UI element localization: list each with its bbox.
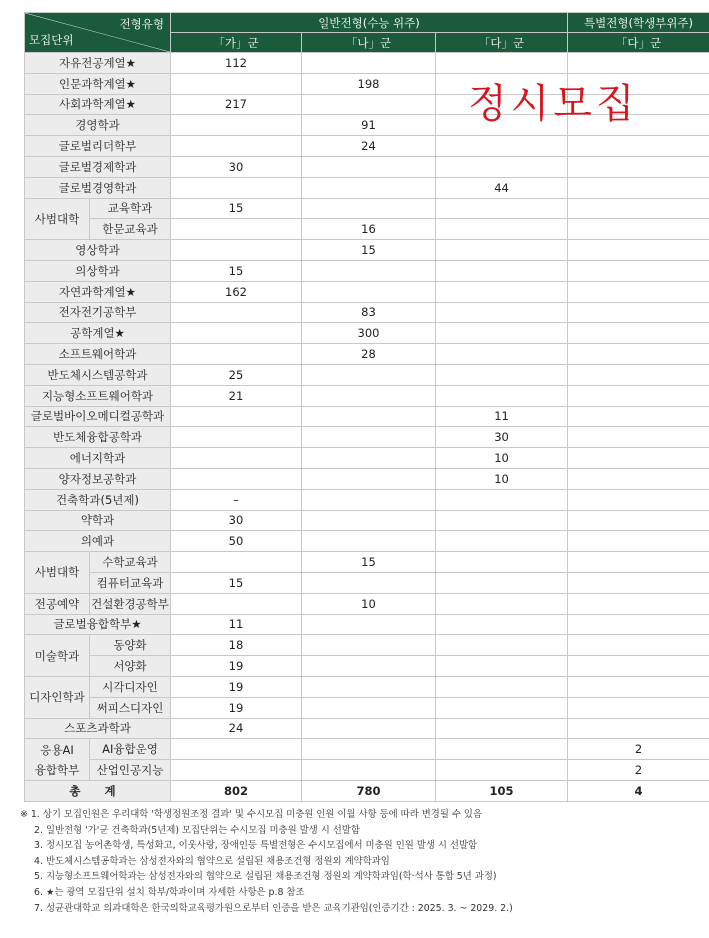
table-row	[25, 739, 709, 760]
footnote-item	[20, 854, 700, 870]
count-special	[568, 344, 709, 365]
count-special	[568, 406, 709, 427]
count-ga	[171, 219, 302, 240]
group-name: 사범대학	[25, 552, 90, 594]
count-da	[436, 260, 568, 281]
count-ga	[171, 448, 302, 469]
footnote-item	[20, 807, 700, 823]
count-na	[302, 406, 436, 427]
count-da	[436, 656, 568, 677]
count-da: 11	[436, 406, 568, 427]
table-row	[25, 718, 709, 739]
unit-name: 전자전기공학부	[25, 302, 171, 323]
count-da	[436, 53, 568, 74]
count-ga	[171, 323, 302, 344]
total-row	[25, 780, 709, 801]
unit-name: 글로벌바이오메디컬공학과	[25, 406, 171, 427]
count-special	[568, 489, 709, 510]
footnote-mark: 5.	[34, 871, 43, 883]
count-special	[568, 531, 709, 552]
table-row	[25, 510, 709, 531]
header-col-ga: 「가」군	[171, 33, 302, 53]
footnote-text: 반도체시스템공학과는 삼성전자와의 협약으로 설립된 채용조건형 정원외 계약학과임	[45, 855, 390, 867]
count-special	[568, 656, 709, 677]
count-na: 300	[302, 323, 436, 344]
count-special	[568, 198, 709, 219]
unit-name: 글로벌융합학부★	[25, 614, 171, 635]
footnote-mark: 3.	[34, 840, 43, 852]
unit-name: 산업인공지능	[90, 760, 171, 781]
count-da	[436, 593, 568, 614]
unit-name: 양자정보공학과	[25, 468, 171, 489]
table-row	[25, 136, 709, 157]
count-na	[302, 739, 436, 760]
header-col-special-da: 「다」군	[568, 33, 709, 53]
count-da: 10	[436, 448, 568, 469]
unit-name: 자연과학계열★	[25, 281, 171, 302]
table-row	[25, 572, 709, 593]
footnote-mark: 6.	[34, 886, 43, 898]
footnote-mark: 7.	[34, 902, 43, 914]
total-label: 총 계	[25, 780, 171, 801]
footnote-text: 성균관대학교 의과대학은 한국의학교육평가원으로부터 인증을 받은 교육기관임(인증기간 : 2025. 3. ~ 2029. 2.)	[45, 902, 513, 914]
count-na: 28	[302, 344, 436, 365]
group-name-line2: 융합학부	[34, 762, 80, 777]
unit-name: 인문과학계열★	[25, 73, 171, 94]
count-ga: 19	[171, 697, 302, 718]
count-na	[302, 489, 436, 510]
unit-name: 반도체융합공학과	[25, 427, 171, 448]
count-special	[568, 676, 709, 697]
count-special	[568, 468, 709, 489]
table-row	[25, 656, 709, 677]
count-ga	[171, 760, 302, 781]
table-row	[25, 593, 709, 614]
table-row	[25, 260, 709, 281]
table-row	[25, 385, 709, 406]
count-da	[436, 240, 568, 261]
count-special	[568, 177, 709, 198]
unit-name: 한문교육과	[90, 219, 171, 240]
count-ga	[171, 177, 302, 198]
count-ga: 18	[171, 635, 302, 656]
count-special: 2	[568, 760, 709, 781]
count-na	[302, 385, 436, 406]
count-na: 91	[302, 115, 436, 136]
count-na	[302, 448, 436, 469]
count-ga: 25	[171, 364, 302, 385]
regular-admission-stamp: 정시모집	[468, 81, 639, 127]
count-na: 24	[302, 136, 436, 157]
count-na	[302, 697, 436, 718]
table-row	[25, 240, 709, 261]
count-na	[302, 198, 436, 219]
total-ga: 802	[171, 780, 302, 801]
table-row	[25, 281, 709, 302]
count-special	[568, 697, 709, 718]
count-na	[302, 531, 436, 552]
count-ga: 21	[171, 385, 302, 406]
group-name-line1: 응용AI	[40, 742, 74, 757]
unit-name: AI융합운영	[90, 739, 171, 760]
total-da: 105	[436, 780, 568, 801]
count-ga: 19	[171, 676, 302, 697]
table-row	[25, 177, 709, 198]
count-special	[568, 156, 709, 177]
table-row	[25, 219, 709, 240]
count-na	[302, 718, 436, 739]
count-ga	[171, 593, 302, 614]
table-row	[25, 531, 709, 552]
count-na	[302, 260, 436, 281]
unit-name: 글로벌리더학부	[25, 136, 171, 157]
count-na: 83	[302, 302, 436, 323]
table-row	[25, 614, 709, 635]
table-row	[25, 635, 709, 656]
count-ga	[171, 344, 302, 365]
count-special	[568, 240, 709, 261]
table-row	[25, 53, 709, 74]
unit-name: 약학과	[25, 510, 171, 531]
count-ga	[171, 468, 302, 489]
count-na	[302, 53, 436, 74]
count-special	[568, 427, 709, 448]
footnote-text: 정시모집 농어촌학생, 특성화고, 이웃사랑, 장애인등 특별전형은 수시모집에서 미충원 인원 발생 시 선발함	[45, 840, 478, 852]
count-ga	[171, 552, 302, 573]
unit-name: 스포츠과학과	[25, 718, 171, 739]
count-ga	[171, 406, 302, 427]
count-na	[302, 510, 436, 531]
count-da	[436, 198, 568, 219]
count-da	[436, 552, 568, 573]
count-na	[302, 156, 436, 177]
table-row	[25, 427, 709, 448]
unit-name: 의상학과	[25, 260, 171, 281]
count-da	[436, 136, 568, 157]
count-na	[302, 177, 436, 198]
table-row	[25, 552, 709, 573]
count-ga: 15	[171, 198, 302, 219]
count-ga: 217	[171, 94, 302, 115]
unit-name: 반도체시스템공학과	[25, 364, 171, 385]
count-da: 30	[436, 427, 568, 448]
footnote-item	[20, 838, 700, 854]
count-da	[436, 510, 568, 531]
count-ga: –	[171, 489, 302, 510]
unit-name: 영상학과	[25, 240, 171, 261]
table-row	[25, 448, 709, 469]
header-special-group: 특별전형(학생부위주)	[568, 13, 709, 33]
footnote-text: 지능형소프트웨어학과는 삼성전자와의 협약으로 설립된 채용조건형 정원외 계약학과임(학·석사 통합 5년 과정)	[45, 871, 497, 883]
unit-name: 사회과학계열★	[25, 94, 171, 115]
count-da: 44	[436, 177, 568, 198]
unit-name: 지능형소프트웨어학과	[25, 385, 171, 406]
footnote-item	[20, 901, 700, 917]
table-row	[25, 676, 709, 697]
unit-name: 시각디자인	[90, 676, 171, 697]
count-special	[568, 302, 709, 323]
table-row	[25, 156, 709, 177]
count-na: 15	[302, 240, 436, 261]
count-ga	[171, 739, 302, 760]
group-name: 미술학과	[25, 635, 90, 677]
count-special	[568, 219, 709, 240]
count-na: 10	[302, 593, 436, 614]
count-ga	[171, 240, 302, 261]
count-na: 16	[302, 219, 436, 240]
table-row	[25, 489, 709, 510]
count-special	[568, 635, 709, 656]
count-da	[436, 364, 568, 385]
count-da	[436, 676, 568, 697]
count-special	[568, 53, 709, 74]
count-special: 2	[568, 739, 709, 760]
table-row	[25, 302, 709, 323]
count-da	[436, 635, 568, 656]
count-na	[302, 427, 436, 448]
unit-name: 의예과	[25, 531, 171, 552]
group-name: 디자인학과	[25, 676, 90, 718]
count-da	[436, 323, 568, 344]
count-na	[302, 676, 436, 697]
unit-name: 컴퓨터교육과	[90, 572, 171, 593]
count-special	[568, 281, 709, 302]
unit-name: 글로벌경제학과	[25, 156, 171, 177]
count-na	[302, 656, 436, 677]
unit-name: 자유전공계열★	[25, 53, 171, 74]
footnotes	[20, 807, 700, 916]
count-da	[436, 219, 568, 240]
count-special	[568, 572, 709, 593]
count-ga: 15	[171, 260, 302, 281]
header-unit-label: 모집단위	[29, 33, 74, 47]
count-da	[436, 489, 568, 510]
footnote-mark: ※ 1.	[20, 809, 40, 820]
table-row	[25, 697, 709, 718]
group-name	[25, 739, 90, 781]
count-special	[568, 260, 709, 281]
table-row	[25, 760, 709, 781]
count-da	[436, 531, 568, 552]
table-row	[25, 198, 709, 219]
count-ga	[171, 73, 302, 94]
count-special	[568, 718, 709, 739]
unit-name: 수학교육과	[90, 552, 171, 573]
footnote-item	[20, 885, 700, 901]
count-special	[568, 364, 709, 385]
count-ga: 15	[171, 572, 302, 593]
count-ga	[171, 136, 302, 157]
footnote-text: ★는 광역 모집단위 설치 학부/학과이며 자세한 사항은 p.8 참조	[45, 886, 305, 898]
count-na	[302, 635, 436, 656]
count-na	[302, 572, 436, 593]
count-ga: 11	[171, 614, 302, 635]
table-row	[25, 323, 709, 344]
unit-name: 글로벌경영학과	[25, 177, 171, 198]
count-da	[436, 718, 568, 739]
unit-name: 교육학과	[90, 198, 171, 219]
count-special	[568, 614, 709, 635]
footnote-mark: 2.	[34, 824, 43, 836]
header-general-group: 일반전형(수능 위주)	[171, 13, 568, 33]
count-na	[302, 94, 436, 115]
footnote-mark: 4.	[34, 855, 43, 867]
count-ga	[171, 427, 302, 448]
table-row	[25, 406, 709, 427]
total-special: 4	[568, 780, 709, 801]
count-ga: 112	[171, 53, 302, 74]
unit-name: 공학계열★	[25, 323, 171, 344]
count-na: 15	[302, 552, 436, 573]
header-col-da: 「다」군	[436, 33, 568, 53]
count-da	[436, 739, 568, 760]
count-na	[302, 614, 436, 635]
header-corner	[25, 13, 171, 53]
count-da	[436, 760, 568, 781]
unit-name: 에너지학과	[25, 448, 171, 469]
count-special	[568, 136, 709, 157]
count-da: 10	[436, 468, 568, 489]
count-ga: 30	[171, 510, 302, 531]
unit-name: 건설환경공학부	[90, 593, 171, 614]
count-da	[436, 281, 568, 302]
table-row	[25, 468, 709, 489]
count-special	[568, 385, 709, 406]
unit-name: 소프트웨어학과	[25, 344, 171, 365]
count-ga	[171, 115, 302, 136]
count-na	[302, 760, 436, 781]
count-da	[436, 344, 568, 365]
count-ga: 162	[171, 281, 302, 302]
table-row	[25, 364, 709, 385]
table-row	[25, 344, 709, 365]
count-na: 198	[302, 73, 436, 94]
count-da	[436, 697, 568, 718]
count-ga: 50	[171, 531, 302, 552]
count-ga: 30	[171, 156, 302, 177]
count-da	[436, 572, 568, 593]
count-special	[568, 552, 709, 573]
header-type-label: 전형유형	[119, 17, 164, 31]
unit-name: 서양화	[90, 656, 171, 677]
count-ga: 19	[171, 656, 302, 677]
group-name: 전공예약	[25, 593, 90, 614]
unit-name: 써피스디자인	[90, 697, 171, 718]
count-special	[568, 510, 709, 531]
count-special	[568, 593, 709, 614]
count-da	[436, 156, 568, 177]
footnote-item	[20, 869, 700, 885]
count-special	[568, 323, 709, 344]
group-name: 사범대학	[25, 198, 90, 240]
unit-name: 건축학과(5년제)	[25, 489, 171, 510]
footnote-item	[20, 823, 700, 839]
footnote-text: 상기 모집인원은 우리대학 '학생정원조정 결과' 및 수시모집 미충원 인원 이월 사항 등에 따라 변경될 수 있음	[42, 809, 483, 820]
unit-name: 동양화	[90, 635, 171, 656]
count-ga: 24	[171, 718, 302, 739]
count-na	[302, 468, 436, 489]
count-na	[302, 364, 436, 385]
total-na: 780	[302, 780, 436, 801]
count-ga	[171, 302, 302, 323]
header-col-na: 「나」군	[302, 33, 436, 53]
count-da	[436, 302, 568, 323]
count-na	[302, 281, 436, 302]
count-da	[436, 385, 568, 406]
footnote-text: 일반전형 '가'군 건축학과(5년제) 모집단위는 수시모집 미충원 발생 시 선발함	[45, 824, 360, 836]
count-special	[568, 448, 709, 469]
unit-name: 경영학과	[25, 115, 171, 136]
count-da	[436, 614, 568, 635]
admissions-quota-table	[24, 12, 709, 802]
